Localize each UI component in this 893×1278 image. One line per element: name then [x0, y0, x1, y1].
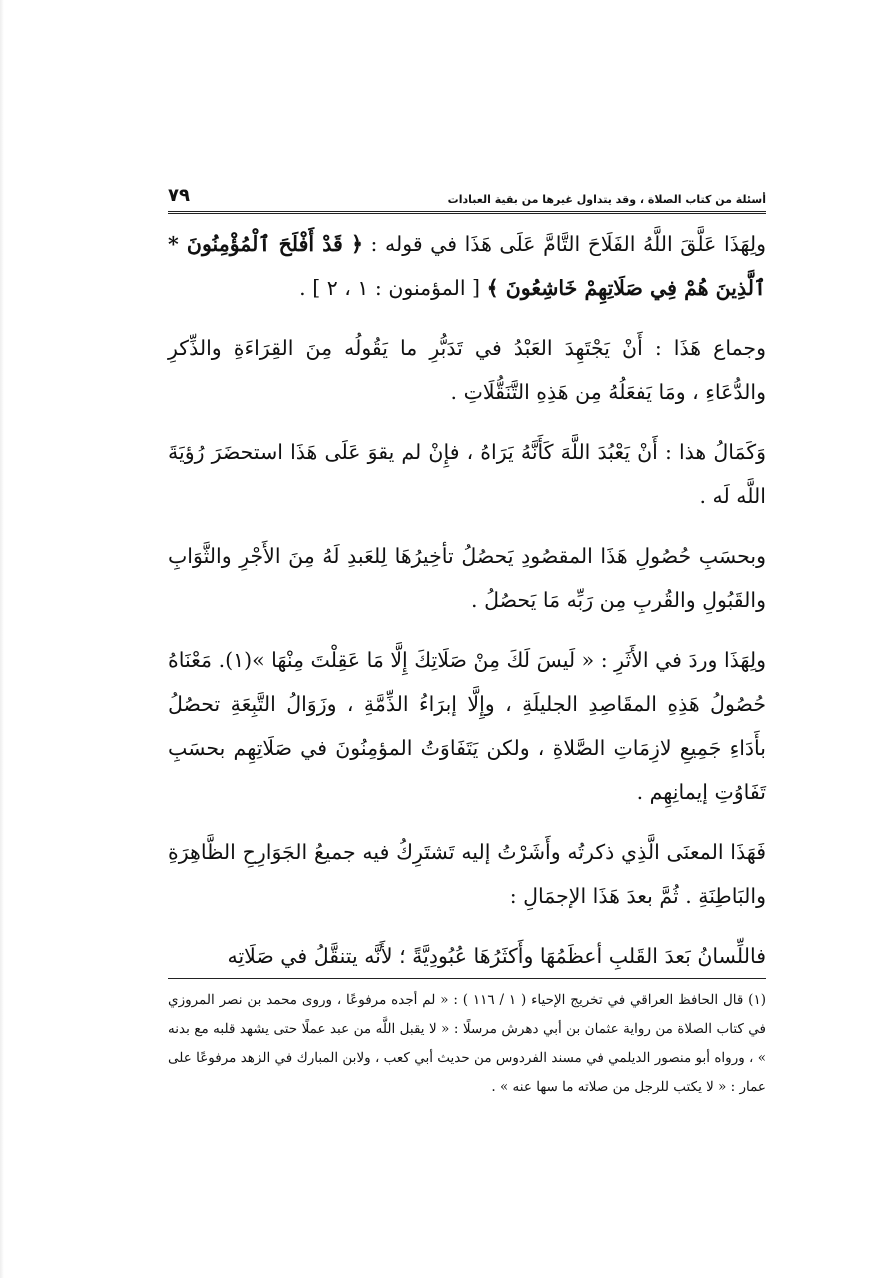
paragraph-5: ولِهَذَا وردَ في الأَثَرِ : « لَيسَ لَكَ مِنْ صَلَاتِكَ إِلَّا مَا عَقِلْتَ مِنْهَا »(١). مَعْنَاهُ حُصُولُ هَذِهِ المقَاصِدِ الجليلَةِ ، وإِلَّا إبرَاءُ الذِّمَّةِ ، وزَوَالُ التَّبِعَةِ تحصُلُ بأَدَاءِ جَمِيعِ لازِمَاتِ الصَّلاةِ ، ولكن يَتَفَاوَتُ المؤمِنُونَ في صَلَاتِهِم بحسَبِ تَفَاوُتِ إيمانِهِم .: [168, 648, 767, 804]
running-header: [168, 180, 766, 206]
paragraph-1: [168, 222, 766, 310]
page-edge-shadow: [0, 0, 4, 1278]
paragraph-1-intro: ولِهَذَا عَلَّقَ اللَّهُ الفَلَاحَ التَّامَّ عَلَى هَذَا في قوله :: [363, 232, 766, 256]
footnote-rule: [168, 978, 766, 979]
quran-verse: ﴿ قَدْ أَفْلَحَ ٱلْمُؤْمِنُونَ * ٱلَّذِينَ هُمْ فِي صَلَاتِهِمْ خَاشِعُونَ ﴾: [168, 232, 766, 300]
footnotes: [168, 986, 766, 1102]
footnote-1: (١) قال الحافظ العراقي في تخريج الإحياء ( ١ / ١١٦ ) : « لم أجده مرفوعًا ، وروى محمد بن نصر المروزي في كتاب الصلاة من رواية عثمان بن أبي دهرش مرسلًا : « لا يقبل اللَّه من عبد عملًا حتى يشهد قلبه مع بدنه » ، ورواه أبو منصور الديلمي في مسند الفردوس من حديث أبي كعب ، ولابن المبارك في الزهد مرفوعًا على عمار : « لا يكتب للرجل من صلاته ما سها عنه » .: [168, 992, 766, 1095]
header-title: أسئلة من كتاب الصلاة ، وقد يتداول غيرها من بقية العبادات: [447, 193, 766, 206]
paragraph-4: وبحسَبِ حُصُولِ هَذَا المقصُودِ يَحصُلُ تأخِيرُهَا لِلعَبدِ لَهُ مِنَ الأَجْرِ والثَّوَابِ والقَبُولِ والقُربِ مِن رَبِّه مَا يَحصُلُ .: [168, 544, 766, 612]
paragraph-7: فاللِّسانُ بَعدَ القَلبِ أعظَمُهَا وأَكثَرُهَا عُبُودِيَّةً ؛ لأَنَّه يتنقَّلُ في صَلَاتِه: [227, 944, 766, 968]
page-number: ٧٩: [168, 185, 190, 206]
verse-reference: [ المؤمنون : ١ ، ٢ ] .: [299, 276, 487, 300]
paragraph-6: فَهَذَا المعنَى الَّذِي ذكرتُه وأَشَرْتُ إليه تَشتَرِكُ فيه جميعُ الجَوَارِحِ الظَّاهِرَةِ والبَاطِنَةِ . ثُمَّ بعدَ هَذَا الإجمَالِ :: [168, 840, 766, 908]
paragraph-2: وجماع هَذَا : أَنْ يَجْتَهِدَ العَبْدُ في تَدَبُّرِ ما يَقُولُه مِنَ القِرَاءَةِ والذِّكرِ والدُّعَاءِ ، ومَا يَفعَلُهُ مِن هَذِهِ التَّنَقُّلَاتِ .: [168, 336, 766, 404]
header-rule: [168, 211, 766, 214]
paragraph-3: وَكَمَالُ هذا : أَنْ يَعْبُدَ اللَّهَ كَأَنَّهُ يَرَاهُ ، فإِنْ لم يقوَ عَلَى هَذَا استحضَرَ رُؤيَةَ اللَّه لَه .: [168, 440, 766, 508]
main-text: [168, 222, 766, 994]
